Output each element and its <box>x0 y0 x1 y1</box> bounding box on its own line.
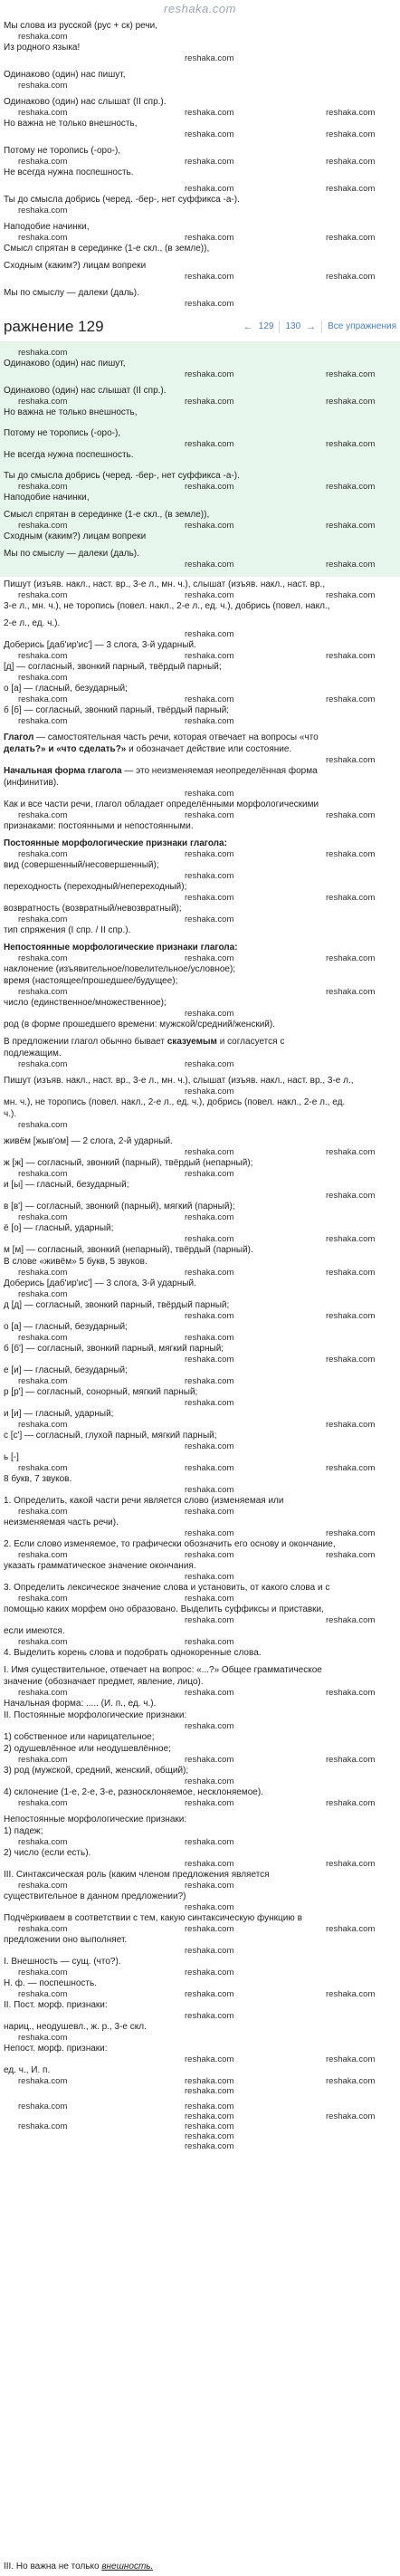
ex-line-2: Одинаково (один) нас слышат (II спр.). <box>4 386 167 396</box>
phon-line-11: б [б'] — согласный, звонкий парный, мягкий парный; <box>4 1344 224 1354</box>
phon-line-3: и [ы] — гласный, безударный; <box>4 1180 129 1190</box>
predicate-note-2: подлежащим. <box>4 1049 62 1058</box>
phon-line-18: 1. Определить, какой части речи является слово (изменяемая или <box>4 1496 284 1506</box>
phon-line-20: 2. Если слово изменяемое, то графически обозначить его основу и окончание, <box>4 1539 336 1549</box>
an-line-5: [д] — согласный, звонкий парный, твёрдый парный; <box>4 662 222 672</box>
phon-line-1: живём [жыв'ом] — 2 слога, 2-й ударный. <box>4 1136 173 1146</box>
phon-line-17: 8 букв, 7 звуков. <box>4 1474 72 1484</box>
ex-line-1: Одинаково (один) нас пишут, <box>4 359 126 369</box>
repeat-line-1: Пишут (изъяв. накл., наст. вр., 3-е л., мн. ч.), слышат (изъяв. накл., наст. вр., 3-е л., <box>4 1076 354 1086</box>
exercise-title: ражнение 129 <box>4 317 104 335</box>
phon-line-22: 3. Определить лексическое значение слова и установить, от какого слова и с <box>4 1583 330 1593</box>
nonpermanent-features-heading: Непостоянные морфологические признаки глагола: <box>4 943 238 953</box>
phon-line-12: е [и] — гласный, безударный; <box>4 1365 128 1375</box>
morph-plan-3: 1) собственное или нарицательное; <box>4 1732 155 1742</box>
phon-line-24: если имеются. <box>4 1626 65 1636</box>
an-line-4: Доберись [даб'ир'ис'] — 3 слога, 3-й ударный. <box>4 640 196 650</box>
ex-line-5: Не всегда нужна поспешность. <box>4 450 134 460</box>
nonperm-feature-2: время (настоящее/прошедшее/будущее); <box>4 976 178 986</box>
prev-exercise-link[interactable]: 129 <box>258 321 274 332</box>
phon-line-14: и [и] — гласный, ударный; <box>4 1409 114 1419</box>
an-line-6: о [а] — гласный, безударный; <box>4 684 128 694</box>
phon-line-9: д [д] — согласный, звонкий парный, твёрдый парный; <box>4 1300 230 1310</box>
exercise-pager <box>243 321 396 333</box>
phon-line-6: м [м] — согласный, звонкий (непарный), твёрдый (парный). <box>4 1245 253 1255</box>
prev-arrow-icon[interactable]: ← <box>243 321 253 332</box>
exercise-text-block: reshaka.com Одинаково (один) нас пишут, reshaka.com reshaka.com Одинаково (один) нас слышат (II спр.). reshaka.com reshaka.com reshaka.com Но важна не только внешность, Потому не торопись (-оро-), reshaka.com reshaka.com Не всегда нужна поспешность. Ты до смысла добрись (черед. -бер-, нет суффикса -а-). reshaka.com reshaka.com reshaka.com Наподобие начинки, Смысл спрятан в серединке (1-е скл., (в земле)), reshaka.com reshaka.com reshaka.com Сходным (каким?) лицам вопреки Мы по смыслу — далеки (даль). reshaka.com reshaka.com <box>0 342 400 577</box>
morph-scheme-1b: 1) падеж; <box>4 1826 43 1836</box>
phon-line-5: ё [о] — гласный, ударный; <box>4 1223 114 1233</box>
perm-feature-1: вид (совершенный/несовершенный); <box>4 860 159 870</box>
an-line-7: б [б] — согласный, звонкий парный, твёрдый парный; <box>4 705 230 715</box>
all-exercises-link[interactable]: Все упражнения <box>328 321 396 332</box>
site-logo[interactable]: reshaka.com <box>164 1 236 15</box>
morph-scheme-9: II. Пост. морф. признаки: <box>4 2000 108 2010</box>
intro-line-12: Мы по смыслу — далеки (даль). <box>4 288 139 298</box>
nonperm-feature-3: число (единственное/множественное); <box>4 998 167 1008</box>
ex-line-3: Но важна не только внешность, <box>4 407 138 417</box>
an-line-1: Пишут (изъяв. накл., наст. вр., 3-е л., мн. ч.), слышат (изъяв. накл., наст. вр., <box>4 579 326 589</box>
morph-plan-3b: 2) одушевлённое или неодушевлённое; <box>4 1744 171 1754</box>
phon-line-7: В слове «живём» 5 букв, 5 звуков. <box>4 1257 148 1267</box>
morph-scheme-6: предложении оно выполняет. <box>4 1935 128 1945</box>
final-line: III. Но важна не только внешность. <box>4 2562 154 2571</box>
ex-line-9: Сходным (каким?) лицам вопреки <box>4 531 147 541</box>
intro-line-1: Мы слова из русской (рус + ск) речи, <box>4 21 157 31</box>
nonperm-feature-4: род (в форме прошедшего времени: мужской/средний/женский). <box>4 1020 275 1029</box>
perm-feature-2: переходность (переходный/непереходный); <box>4 882 187 892</box>
phon-line-2: ж [ж] — согласный, звонкий (парный), твёрдый (непарный); <box>4 1158 253 1168</box>
ex-line-6: Ты до смысла добрись (черед. -бер-, нет суффикса -а-). <box>4 471 240 481</box>
morph-scheme-12: ед. ч., И. п. <box>4 2065 51 2075</box>
next-exercise-link[interactable]: 130 <box>285 321 301 332</box>
perm-feature-3: возвратность (возвратный/невозвратный); <box>4 904 182 914</box>
intro-line-2: Из родного языка! <box>4 43 81 53</box>
morph-plan-1b: значение (обозначает предмет, явление, лицо). <box>4 1677 204 1687</box>
morph-scheme-7: I. Внешность — сущ. (что?). <box>4 1957 121 1967</box>
intro-line-4: Одинаково (один) нас слышат (II спр.). <box>4 97 167 107</box>
morph-plan-2: Начальная форма: ..... (И. п., ед. ч.). <box>4 1699 157 1709</box>
intro-section: Мы слова из русской (рус + ск) речи, reshaka.com Из родного языка! reshaka.com Одинаково (один) нас пишут, reshaka.com Одинаково (один) нас слышат (II спр.). reshaka.com reshaka.com reshaka.com Но важна не только внешность, reshaka.com reshaka.com Потому не торопись (-оро-), reshaka.com reshaka.com reshaka.com Не всегда нужна поспешность. reshaka.com reshaka.com Ты до смысла добрись (черед. -бер-, нет суффикса -а-). reshaka.com Наподобие начинки, reshaka.com reshaka.com reshaka.com Смысл спрятан в серединке (1-е скл., (в земле)), Сходным (каким?) лицам вопреки reshaka.com reshaka.com Мы по смыслу — далеки (даль). reshaka.com <box>0 18 400 309</box>
phon-line-13: р [р'] — согласный, сонорный, мягкий парный; <box>4 1387 198 1397</box>
morph-scheme-1: Непостоянные морфологические признаки: <box>4 1815 187 1824</box>
predicate-note-1: В предложении глагол обычно бывает сказуемым и согласуется с <box>4 1037 285 1047</box>
morph-scheme-11: Непост. морф. признаки: <box>4 2044 108 2054</box>
morph-plan-1: I. Имя существительное, отвечает на вопрос: «...?» Общее грамматическое <box>4 1665 322 1675</box>
an-line-3: 2-е л., ед. ч.). <box>4 618 61 628</box>
morph-scheme-2: 2) число (если есть). <box>4 1848 91 1858</box>
morph-plan-4: 4) склонение (1-е, 2-е, 3-е, разносклоняемое, несклоняемое). <box>4 1787 263 1797</box>
morph-scheme-8: Н. ф. — поспешность. <box>4 1978 97 1988</box>
glagol-definition-5: Как и все части речи, глагол обладает определёнными морфологическими <box>4 800 319 809</box>
intro-line-6: Потому не торопись (-оро-), <box>4 146 121 156</box>
repeat-line-2: мн. ч.), не торопись (повел. накл., 2-е л., ед. ч.), добрись (повел. накл., 2-е л., ед. <box>4 1097 346 1107</box>
intro-line-8: Ты до смысла добрись (черед. -бер-, нет суффикса -а-). <box>4 195 240 205</box>
exercise-header <box>0 312 400 342</box>
morph-scheme-4: существительное в данном предложении?) <box>4 1891 186 1901</box>
morph-plan-2b: II. Постоянные морфологические признаки: <box>4 1710 187 1720</box>
morph-scheme-5: Подчёркиваем в соответствии с тем, какую синтаксическую функцию в <box>4 1913 302 1923</box>
ex-line-8: Смысл спрятан в серединке (1-е скл., (в земле)), <box>4 510 210 520</box>
permanent-features-heading: Постоянные морфологические признаки глагола: <box>4 838 227 848</box>
intro-line-10: Смысл спрятан в серединке (1-е скл., (в земле)), <box>4 244 210 254</box>
next-arrow-icon[interactable]: → <box>306 321 317 332</box>
phon-line-19: неизменяемая часть речи). <box>4 1518 119 1527</box>
phon-line-4: в [в'] — согласный, звонкий (парный), мягкий (парный); <box>4 1202 235 1211</box>
watermark-row: reshaka.com <box>18 32 68 42</box>
phon-line-10: о [а] — гласный, безударный; <box>4 1322 128 1332</box>
glagol-definition-2: делать?» и «что сделать?» и обозначает действие или состояние. <box>4 744 292 754</box>
phon-line-23: помощью каких морфем оно образовано. Выделить суффиксы и приставки, <box>4 1604 324 1614</box>
ex-line-10: Мы по смыслу — далеки (даль). <box>4 549 139 559</box>
perm-feature-4: тип спряжения (I спр. / II спр.). <box>4 925 131 935</box>
phon-line-16: ь [-] <box>4 1452 19 1462</box>
morph-scheme-3: III. Синтаксическая роль (каким членом предложения является <box>4 1870 270 1880</box>
nonperm-feature-1: наклонение (изъявительное/повелительное/условное); <box>4 964 236 974</box>
morph-plan-3c: 3) род (мужской, средний, женский, общий); <box>4 1766 189 1776</box>
intro-line-5: Но важна не только внешность, <box>4 119 138 129</box>
glagol-definition-6: признаками: постоянными и непостоянными. <box>4 821 194 831</box>
glagol-definition-4: (инфинитив). <box>4 778 59 788</box>
phon-line-15: с [с'] — согласный, глухой парный, мягкий парный; <box>4 1431 217 1441</box>
intro-line-9: Наподобие начинки, <box>4 222 90 232</box>
intro-line-7: Не всегда нужна поспешность. <box>4 168 134 177</box>
intro-line-3: Одинаково (один) нас пишут, <box>4 70 126 80</box>
glagol-definition-1: Глагол — самостоятельная часть речи, которая отвечает на вопросы «что <box>4 733 319 742</box>
ex-line-7: Наподобие начинки, <box>4 493 90 503</box>
an-line-2: 3-е л., мн. ч.), не торопись (повел. накл., 2-е л., ед. ч.), добрись (повел. накл., <box>4 601 330 611</box>
phon-line-8: Доберись [даб'ир'ис'] — 3 слога, 3-й ударный. <box>4 1278 196 1288</box>
analysis-section: Пишут (изъяв. накл., наст. вр., 3-е л., мн. ч.), слышат (изъяв. накл., наст. вр., reshaka.com reshaka.com reshaka.com 3-е л., мн. ч.), не торопись (повел. накл., 2-е л., ед. ч.), добрись (повел. накл., 2-е л., ед. ч.). reshaka.com Доберись [даб'ир'ис'] — 3 слога, 3-й ударный. reshaka.com reshaka.com reshaka.com [д] — согласный, звонкий парный, твёрдый парный; reshaka.com о [а] — гласный, безударный; reshaka.com reshaka.com reshaka.com б [б] — согласный, звонкий парный, твёрдый парный; reshaka.com reshaka.com Глагол — самостоятельная часть речи, которая отвечает на вопросы «что делать?» и «что сделать?» и обозначает действие или состояние. reshaka.com Начальная форма глагола — это неизменяемая неопределённая форма (инфинитив). reshaka.com Как и все части речи, глагол обладает определёнными морфологическими reshaka.com reshaka.com reshaka.com признаками: постоянными и непостоянными. Постоянные морфологические признаки глагола: reshaka.com reshaka.com reshaka.com вид (совершенный/несовершенный); reshaka.com переходность (переходный/непереходный); reshaka.com reshaka.com возвратность (возвратный/невозвратный); reshaka.com reshaka.com тип спряжения (I спр. / II спр.). Непостоянные морфологические признаки глагола: reshaka.com reshaka.com reshaka.com наклонение (изъявительное/повелительное/условное); время (настоящее/прошедшее/будущее); reshaka.com reshaka.com число (единственное/множественное); reshaka.com род (в форме прошедшего времени: мужской/средний/женский). В предложении глагол обычно бывает сказуемым и согласуется с подлежащим. reshaka.com reshaka.com Пишут (изъяв. накл., наст. вр., 3-е л., мн. ч.), слышат (изъяв. накл., наст. вр., 3-е л., reshaka.com мн. ч.), не торопись (повел. накл., 2-е л., ед. ч.), добрись (повел. накл., 2-е л., ед. ч.). reshaka.com живём [жыв'ом] — 2 слога, 2-й ударный. reshaka.com reshaka.com ж [ж] — согласный, звонкий (парный), твёрдый (непарный); reshaka.com reshaka.com и [ы] — гласный, безударный; reshaka.com в [в'] — согласный, звонкий (парный), мягкий (парный); reshaka.com reshaka.com ё [о] — гласный, ударный; reshaka.com reshaka.com м [м] — согласный, звонкий (непарный), твёрдый (парный). В слове «живём» 5 букв, 5 звуков. reshaka.com reshaka.com reshaka.com Доберись [даб'ир'ис'] — 3 слога, 3-й ударный. reshaka.com д [д] — согласный, звонкий парный, твёрдый парный; reshaka.com reshaka.com о [а] — гласный, безударный; reshaka.com reshaka.com б [б'] — согласный, звонкий парный, мягкий парный; reshaka.com reshaka.com е [и] — гласный, безударный; reshaka.com reshaka.com р [р'] — согласный, сонорный, мягкий парный; reshaka.com и [и] — гласный, ударный; reshaka.com reshaka.com с [с'] — согласный, глухой парный, мягкий парный; reshaka.com ь [-] reshaka.com reshaka.com reshaka.com 8 букв, 7 звуков. reshaka.com 1. Определить, какой части речи является слово (изменяемая или reshaka.com reshaka.com неизменяемая часть речи). reshaka.com reshaka.com 2. Если слово изменяемое, то графически обозначить его основу и окончание, reshaka.com reshaka.com reshaka.com указать грамматическое значение окончания. reshaka.com 3. Определить лексическое значение слова и установить, от какого слова и с reshaka.com reshaka.com помощью каких морфем оно образовано. Выделить суффиксы и приставки, reshaka.com reshaka.com если имеются. reshaka.com reshaka.com 4. Выделить корень слова и подобрать однокоренные слова. I. Имя существительное, отвечает на вопрос: «...?» Общее грамматическое значение (обозначает предмет, явление, лицо). reshaka.com reshaka.com reshaka.com Начальная форма: ..... (И. п., ед. ч.). II. Постоянные морфологические признаки: reshaka.com 1) собственное или нарицательное; 2) одушевлённое или неодушевлённое; reshaka.com reshaka.com reshaka.com 3) род (мужской, средний, женский, общий); reshaka.com 4) склонение (1-е, 2-е, 3-е, разносклоняемое, несклоняемое). reshaka.com reshaka.com reshaka.com Непостоянные морфологические признаки: 1) падеж; reshaka.com reshaka.com 2) число (если есть). reshaka.com reshaka.com III. Синтаксическая роль (каким членом предложения является reshaka.com reshaka.com существительное в данном предложении?) reshaka.com Подчёркиваем в соответствии с тем, какую синтаксическую функцию в reshaka.com reshaka.com reshaka.com предложении оно выполняет. reshaka.com I. Внешность — сущ. (что?). reshaka.com reshaka.com Н. ф. — поспешность. reshaka.com reshaka.com reshaka.com II. Пост. морф. признаки: reshaka.com нариц., неодушевл., ж. р., 3-е скл. reshaka.com Непост. морф. признаки: reshaka.com reshaka.com ед. ч., И. п. reshaka.com reshaka.com reshaka.com reshaka.com reshaka.com reshaka.com reshaka.com reshaka.com reshaka.com reshaka.com reshaka.com reshaka.com <box>0 577 400 2151</box>
intro-line-11: Сходным (каким?) лицам вопреки <box>4 261 147 271</box>
repeat-line-3: ч.). <box>4 1109 17 1119</box>
morph-scheme-10: нариц., неодушевл., ж. р., 3-е скл. <box>4 2022 147 2032</box>
phon-line-21: указать грамматическое значение окончания. <box>4 1561 196 1571</box>
ex-line-4: Потому не торопись (-оро-), <box>4 428 121 438</box>
glagol-definition-3: Начальная форма глагола — это неизменяемая неопределённая форма <box>4 766 318 776</box>
phon-line-25: 4. Выделить корень слова и подобрать однокоренные слова. <box>4 1648 262 1658</box>
